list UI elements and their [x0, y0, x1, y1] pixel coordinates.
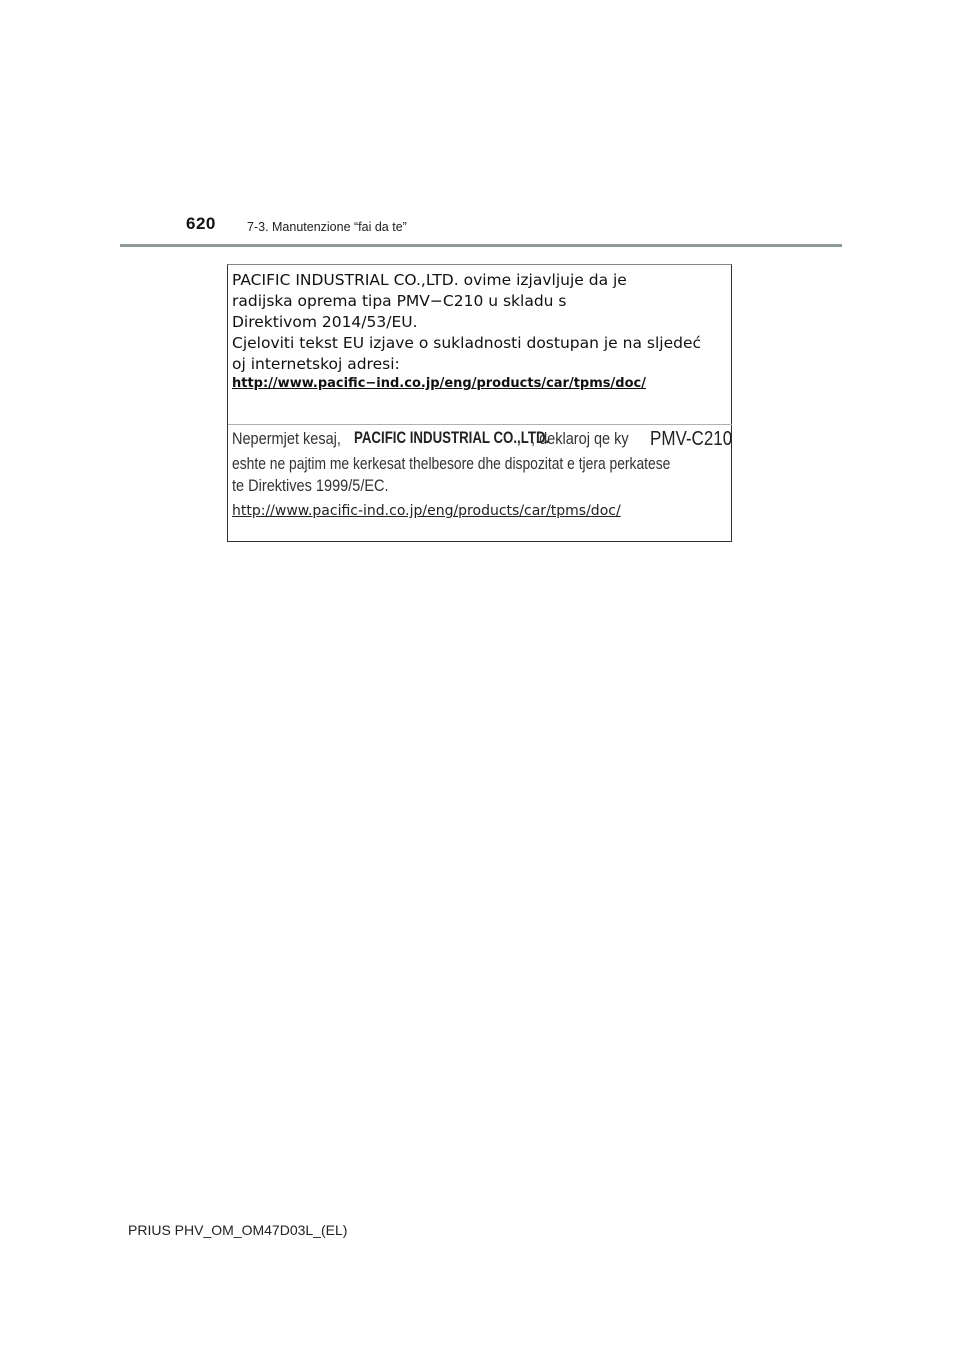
block-divider — [228, 424, 732, 425]
header-rule — [120, 244, 842, 247]
croatian-declaration-url: http://www.pacific−ind.co.jp/eng/products/car/tpms/doc/ — [232, 376, 646, 391]
albanian-declaration-model: PMV-C210 — [650, 428, 733, 450]
albanian-declaration-line-3: te Direktives 1999/5/EC. — [232, 477, 389, 495]
footer-doc-id: PRIUS PHV_OM_OM47D03L_(EL) — [128, 1222, 348, 1238]
page-number: 620 — [186, 214, 216, 233]
albanian-declaration-url: http://www.pacific-ind.co.jp/eng/products/car/tpms/doc/ — [232, 503, 621, 519]
section-title: 7-3. Manutenzione “fai da te” — [247, 220, 407, 234]
croatian-declaration-line-4: Cjeloviti tekst EU izjave o sukladnosti dostupan je na sljedeć — [232, 334, 702, 352]
croatian-declaration-line-2: radijska oprema tipa PMV−C210 u skladu s — [232, 292, 567, 310]
albanian-declaration-company: PACIFIC INDUSTRIAL CO.,LTD. — [354, 428, 550, 447]
albanian-declaration-middle: , deklaroj qe ky — [531, 430, 629, 448]
croatian-declaration-line-3: Direktivom 2014/53/EU. — [232, 313, 418, 331]
croatian-declaration-line-5: oj internetskoj adresi: — [232, 355, 400, 373]
croatian-declaration-line-1: PACIFIC INDUSTRIAL CO.,LTD. ovime izjavljuje da je — [232, 271, 627, 289]
albanian-declaration-line-2: eshte ne pajtim me kerkesat thelbesore dhe dispozitat e tjera perkatese — [232, 455, 671, 473]
albanian-declaration-prefix: Nepermjet kesaj, — [232, 430, 341, 448]
